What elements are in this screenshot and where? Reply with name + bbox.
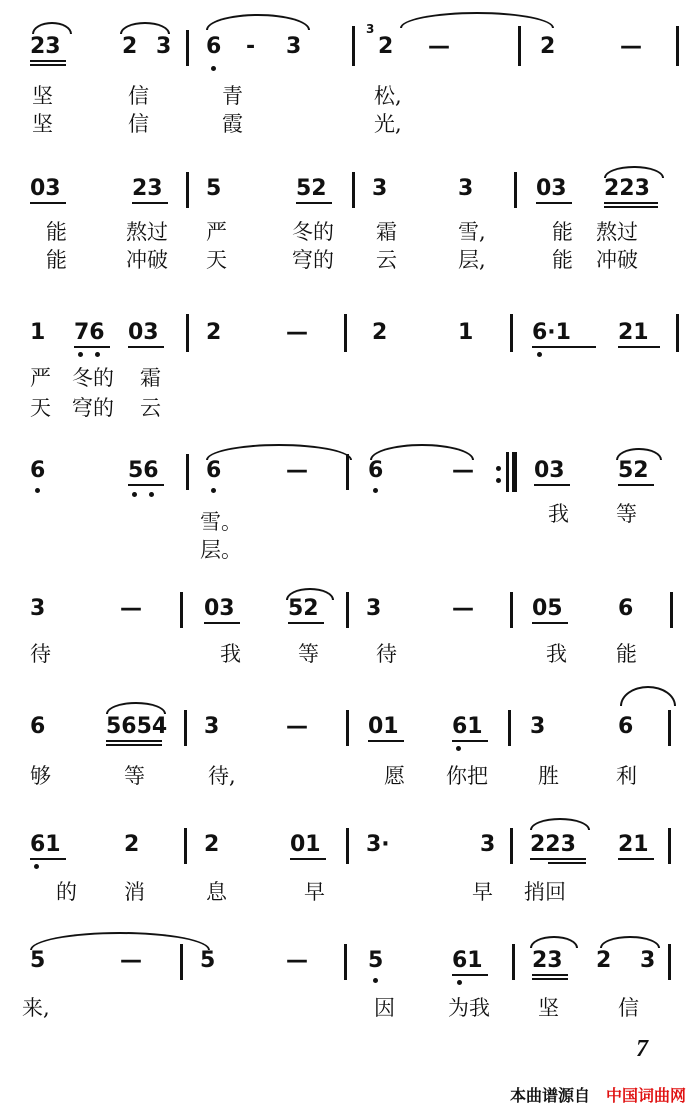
lyric: 雪。	[200, 510, 242, 534]
note: 05	[532, 596, 563, 621]
score-system-8	[0, 920, 700, 1040]
lyric: 等	[616, 502, 637, 526]
slur	[206, 444, 352, 460]
lyric: 够	[30, 764, 51, 788]
score-system-2	[0, 150, 700, 290]
bar-line	[346, 592, 349, 628]
lyric: 来,	[22, 996, 50, 1020]
note: 3	[372, 176, 388, 201]
note: 3	[286, 34, 302, 59]
bar-line	[186, 314, 189, 352]
lyric: 冬的	[72, 366, 114, 390]
note: 2	[372, 320, 388, 345]
dash: —	[286, 320, 308, 345]
lyric: 等	[298, 642, 319, 666]
lyric: 青	[222, 84, 243, 108]
slur	[106, 702, 166, 714]
lyric: 信	[128, 84, 149, 108]
note: 21	[618, 832, 649, 857]
lyric: 早	[472, 880, 493, 904]
note: 6	[30, 458, 46, 483]
lyric: 你把	[446, 764, 488, 788]
note: 6	[30, 714, 46, 739]
repeat-bar	[506, 452, 509, 492]
lyric: 光,	[374, 112, 402, 136]
note: 2	[204, 832, 220, 857]
note: 6	[206, 34, 222, 59]
lyric: 消	[124, 880, 145, 904]
slur	[400, 12, 554, 28]
lyric: 层。	[200, 538, 242, 562]
note: 3	[530, 714, 546, 739]
lyric: 待,	[208, 764, 236, 788]
lyric: 为我	[448, 996, 490, 1020]
bar-line	[512, 944, 515, 980]
note: 03	[204, 596, 235, 621]
note: 01	[368, 714, 399, 739]
lyric: 熬过	[596, 220, 638, 244]
note: 2	[378, 34, 394, 59]
bar-line	[668, 944, 671, 980]
note: 61	[30, 832, 61, 857]
lyric: 霜	[376, 220, 397, 244]
lyric: 我	[546, 642, 567, 666]
lyric: 能	[616, 642, 637, 666]
lyric: 云	[376, 248, 397, 272]
repeat-dot	[496, 478, 501, 483]
score-system-7	[0, 800, 700, 920]
lyric: 层,	[458, 248, 486, 272]
bar-line	[344, 944, 347, 980]
lyric: 愿	[384, 764, 405, 788]
lyric: 捎回	[524, 880, 566, 904]
lyric: 坚	[32, 112, 53, 136]
bar-line	[184, 828, 187, 864]
dash: —	[620, 34, 642, 59]
score-system-1	[0, 0, 700, 150]
source-footer	[510, 1083, 686, 1106]
note: 52	[288, 596, 319, 621]
note: 3	[366, 596, 382, 621]
slur	[206, 14, 310, 30]
lyric: 的	[56, 880, 77, 904]
lyric: 坚	[32, 84, 53, 108]
note: 3	[156, 34, 172, 59]
note: 76	[74, 320, 105, 345]
note: 3	[640, 948, 656, 973]
lyric: 雪,	[458, 220, 486, 244]
lyric: 天	[30, 396, 51, 420]
note: 5	[200, 948, 216, 973]
bar-line	[508, 710, 511, 746]
bar-line	[668, 828, 671, 864]
note: 6	[618, 596, 634, 621]
note: 5654	[106, 714, 168, 739]
lyric: 早	[304, 880, 325, 904]
slur	[120, 22, 170, 34]
dash: —	[286, 458, 308, 483]
lyric: 坚	[538, 996, 559, 1020]
bar-line	[184, 710, 187, 746]
lyric: 冲破	[126, 248, 168, 272]
note: 23	[132, 176, 163, 201]
note: 03	[30, 176, 61, 201]
note: 3	[480, 832, 496, 857]
lyric: 严	[30, 366, 51, 390]
lyric: 能	[552, 248, 573, 272]
footer-source-label: 本曲谱源自	[509, 1086, 590, 1105]
bar-line	[186, 454, 189, 490]
bar-line	[352, 172, 355, 208]
bar-line	[670, 592, 673, 628]
note: 52	[618, 458, 649, 483]
note: 223	[604, 176, 650, 201]
note: 5	[368, 948, 384, 973]
repeat-bar-thick	[512, 452, 517, 492]
lyric: 能	[552, 220, 573, 244]
note: 03	[536, 176, 567, 201]
lyric: 熬过	[126, 220, 168, 244]
note: 2	[122, 34, 138, 59]
bar-line	[510, 828, 513, 864]
lyric: 能	[46, 220, 67, 244]
lyric: 霜	[140, 366, 161, 390]
note: 3	[458, 176, 474, 201]
lyric: 天	[206, 248, 227, 272]
bar-line	[352, 26, 355, 66]
lyric: 冬的	[292, 220, 334, 244]
slur	[620, 686, 676, 706]
lyric: 松,	[374, 84, 402, 108]
note: 61	[452, 948, 483, 973]
dash: —	[428, 34, 450, 59]
repeat-dot	[496, 466, 501, 471]
note: 5	[206, 176, 222, 201]
bar-line	[510, 314, 513, 352]
note: 3	[30, 596, 46, 621]
note: 61	[452, 714, 483, 739]
note: 6	[206, 458, 222, 483]
bar-line	[180, 592, 183, 628]
note: 2	[206, 320, 222, 345]
bar-line	[346, 454, 349, 490]
dash: —	[120, 948, 142, 973]
lyric: 严	[206, 220, 227, 244]
grace-note: 3	[366, 22, 375, 36]
note: 3	[204, 714, 220, 739]
note: 56	[128, 458, 159, 483]
note: 52	[296, 176, 327, 201]
score-system-5	[0, 580, 700, 680]
lyric: 冲破	[596, 248, 638, 272]
bar-line	[518, 26, 521, 66]
lyric: 霞	[222, 112, 243, 136]
bar-line	[180, 944, 183, 980]
bar-line	[676, 314, 679, 352]
lyric: 能	[46, 248, 67, 272]
slur	[530, 936, 578, 948]
bar-line	[344, 314, 347, 352]
footer-site-name[interactable]: 中国词曲网	[605, 1086, 686, 1105]
lyric: 我	[220, 642, 241, 666]
note: 03	[128, 320, 159, 345]
bar-line	[186, 30, 189, 66]
lyric: 待	[30, 642, 51, 666]
score-system-4	[0, 430, 700, 580]
lyric: 云	[140, 396, 161, 420]
note: 223	[530, 832, 576, 857]
slur	[530, 818, 590, 830]
bar-line	[186, 172, 189, 208]
note: 6	[618, 714, 634, 739]
lyric: 穹的	[72, 396, 114, 420]
bar-line	[346, 710, 349, 746]
note: 01	[290, 832, 321, 857]
dash: —	[286, 714, 308, 739]
lyric: 待	[376, 642, 397, 666]
bar-line	[510, 592, 513, 628]
page-number: 7	[636, 1036, 648, 1062]
dash: —	[452, 458, 474, 483]
note: 6·1	[532, 320, 571, 345]
lyric: 利	[616, 764, 637, 788]
lyric: 息	[206, 880, 227, 904]
dash: —	[120, 596, 142, 621]
lyric: 等	[124, 764, 145, 788]
note: 5	[30, 948, 46, 973]
note: 3·	[366, 832, 390, 857]
slur	[32, 22, 72, 34]
dash: —	[452, 596, 474, 621]
lyric: 信	[618, 996, 639, 1020]
note: 1	[30, 320, 46, 345]
slur	[600, 936, 660, 948]
note: 21	[618, 320, 649, 345]
score-system-3	[0, 290, 700, 430]
lyric: 胜	[538, 764, 559, 788]
lyric: 信	[128, 112, 149, 136]
bar-line	[346, 828, 349, 864]
bar-line	[676, 26, 679, 66]
note: 2	[596, 948, 612, 973]
score-system-6	[0, 680, 700, 800]
bar-line	[514, 172, 517, 208]
note: 23	[532, 948, 563, 973]
note: 2	[124, 832, 140, 857]
dash: —	[286, 948, 308, 973]
lyric: 穹的	[292, 248, 334, 272]
lyric: 因	[374, 996, 395, 1020]
note: 23	[30, 34, 61, 59]
note: 1	[458, 320, 474, 345]
note: 03	[534, 458, 565, 483]
note: -	[246, 34, 256, 59]
note: 2	[540, 34, 556, 59]
note: 6	[368, 458, 384, 483]
bar-line	[668, 710, 671, 746]
lyric: 我	[548, 502, 569, 526]
